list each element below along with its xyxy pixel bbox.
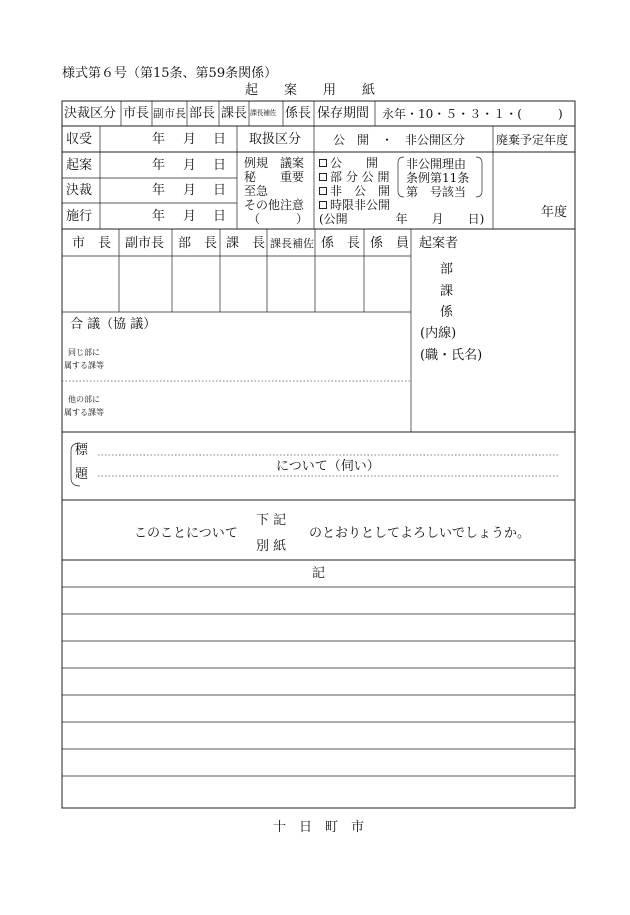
subject-suffix: について（伺い）: [276, 459, 380, 474]
same-dept-label-2: 属する課等: [64, 361, 104, 370]
approver-section-assistant-label: 課長補佐: [270, 237, 314, 250]
timed-disclosure-date[interactable]: (公開 年 月 日): [319, 212, 485, 226]
seal-box-section-assistant[interactable]: [267, 256, 315, 312]
nonpublic-reason-label: 非公開理由: [406, 157, 467, 171]
other-dept-label-2: 属する課等: [64, 408, 104, 417]
partial-public-option-label: 部 分 公 開: [330, 170, 390, 184]
same-dept-label-1: 同じ部に: [68, 348, 100, 357]
retention-period-label: 保存期間: [317, 106, 370, 121]
received-label: 収受: [66, 132, 93, 147]
disposal-year-label: 廃棄予定年度: [496, 133, 569, 147]
approver-section-head-label: 課 長: [226, 236, 266, 251]
approver-dept-head-label: 部 長: [178, 236, 218, 251]
request-trail-text: のとおりとしてよろしいでしょうか。: [309, 526, 531, 541]
section-head-checkbox-label[interactable]: 課長: [221, 106, 248, 121]
drafted-year: 年: [152, 158, 166, 173]
nonpublic-option-label: 非 公 開: [330, 184, 391, 198]
disclosure-division-label: 公 開 ・ 非公開区分: [333, 133, 466, 147]
applicable-clause-label[interactable]: 第 号該当: [406, 185, 467, 199]
enforced-label: 施行: [66, 209, 93, 224]
page-title: 起 案 用 紙: [245, 83, 376, 98]
partial-public-checkbox[interactable]: [319, 173, 327, 181]
handling-option-secret-important[interactable]: 秘 重要: [244, 170, 305, 184]
decided-label: 決裁: [66, 183, 93, 198]
request-lead-text: このことについて: [134, 526, 238, 541]
received-day: 日: [213, 132, 227, 147]
seal-box-chief[interactable]: [315, 256, 364, 312]
seal-box-dept-head[interactable]: [172, 256, 220, 312]
approver-mayor-label: 市 長: [72, 236, 112, 251]
handling-option-other-note[interactable]: （ ）: [248, 212, 309, 226]
section-assistant-checkbox-label[interactable]: 課長補佐: [250, 109, 276, 117]
handling-option-bylaw-bill[interactable]: 例規 議案: [244, 156, 305, 170]
decided-year: 年: [152, 183, 166, 198]
retention-period-options[interactable]: 永年・10・５・３・１・( ): [382, 107, 563, 121]
form-number: 様式第６号（第15条、第59条関係）: [62, 66, 278, 81]
request-option-attached[interactable]: 別 紙: [256, 539, 287, 554]
handling-division-label: 取扱区分: [249, 132, 302, 147]
enforced-day: 日: [213, 209, 227, 224]
drafter-dept[interactable]: 部: [440, 262, 454, 277]
approver-deputy-mayor-label: 副市長: [125, 236, 165, 251]
fiscal-year-label: 年度: [541, 205, 568, 220]
consultation-label: 合 議（協 議）: [70, 317, 157, 332]
timed-nonpublic-option-label: 時限非公開: [330, 198, 391, 212]
nonpublic-checkbox[interactable]: [319, 187, 327, 195]
drafter-section[interactable]: 課: [440, 284, 454, 299]
decided-month: 月: [183, 183, 197, 198]
received-year: 年: [152, 132, 166, 147]
notes-area[interactable]: [62, 587, 575, 808]
timed-nonpublic-checkbox[interactable]: [319, 201, 327, 209]
deputy-mayor-checkbox-label[interactable]: 副市長: [153, 107, 186, 120]
handling-option-urgent[interactable]: 至急: [244, 184, 269, 198]
drafter-extension[interactable]: (内線): [420, 326, 457, 341]
public-checkbox[interactable]: [319, 159, 327, 167]
received-month: 月: [183, 132, 197, 147]
approver-chief-label: 係 長: [321, 236, 361, 251]
dept-head-checkbox-label[interactable]: 部長: [189, 106, 216, 121]
request-option-below[interactable]: 下 記: [256, 513, 287, 528]
drafted-label: 起案: [66, 158, 93, 173]
handling-option-other[interactable]: その他注意: [244, 198, 305, 212]
other-dept-label-1: 他の部に: [68, 395, 100, 404]
seal-box-deputy-mayor[interactable]: [119, 256, 172, 312]
notes-heading: 記: [312, 566, 326, 581]
subject-bracket-top: 標: [75, 443, 89, 458]
footer-city-name: 十 日 町 市: [273, 820, 365, 835]
ordinance-article-label: 条例第11条: [406, 171, 470, 185]
subject-bracket-bottom: 題: [75, 467, 89, 482]
decision-division-label: 決裁区分: [64, 106, 117, 121]
mayor-checkbox-label[interactable]: 市長: [123, 106, 150, 121]
chief-checkbox-label[interactable]: 係長: [285, 106, 312, 121]
enforced-month: 月: [183, 209, 197, 224]
seal-box-staff[interactable]: [364, 256, 411, 312]
drafter-unit[interactable]: 係: [440, 305, 454, 320]
seal-box-mayor[interactable]: [62, 256, 119, 312]
drafted-month: 月: [183, 158, 197, 173]
public-option-label: 公 開: [330, 156, 379, 170]
approver-staff-label: 係 員: [370, 236, 410, 251]
drafter-name[interactable]: (職・氏名): [420, 348, 483, 363]
drafted-day: 日: [213, 158, 227, 173]
drafter-label: 起案者: [419, 236, 459, 251]
enforced-year: 年: [152, 209, 166, 224]
subject-input-line-1[interactable]: [98, 440, 558, 454]
seal-box-section-head[interactable]: [220, 256, 267, 312]
decided-day: 日: [213, 183, 227, 198]
